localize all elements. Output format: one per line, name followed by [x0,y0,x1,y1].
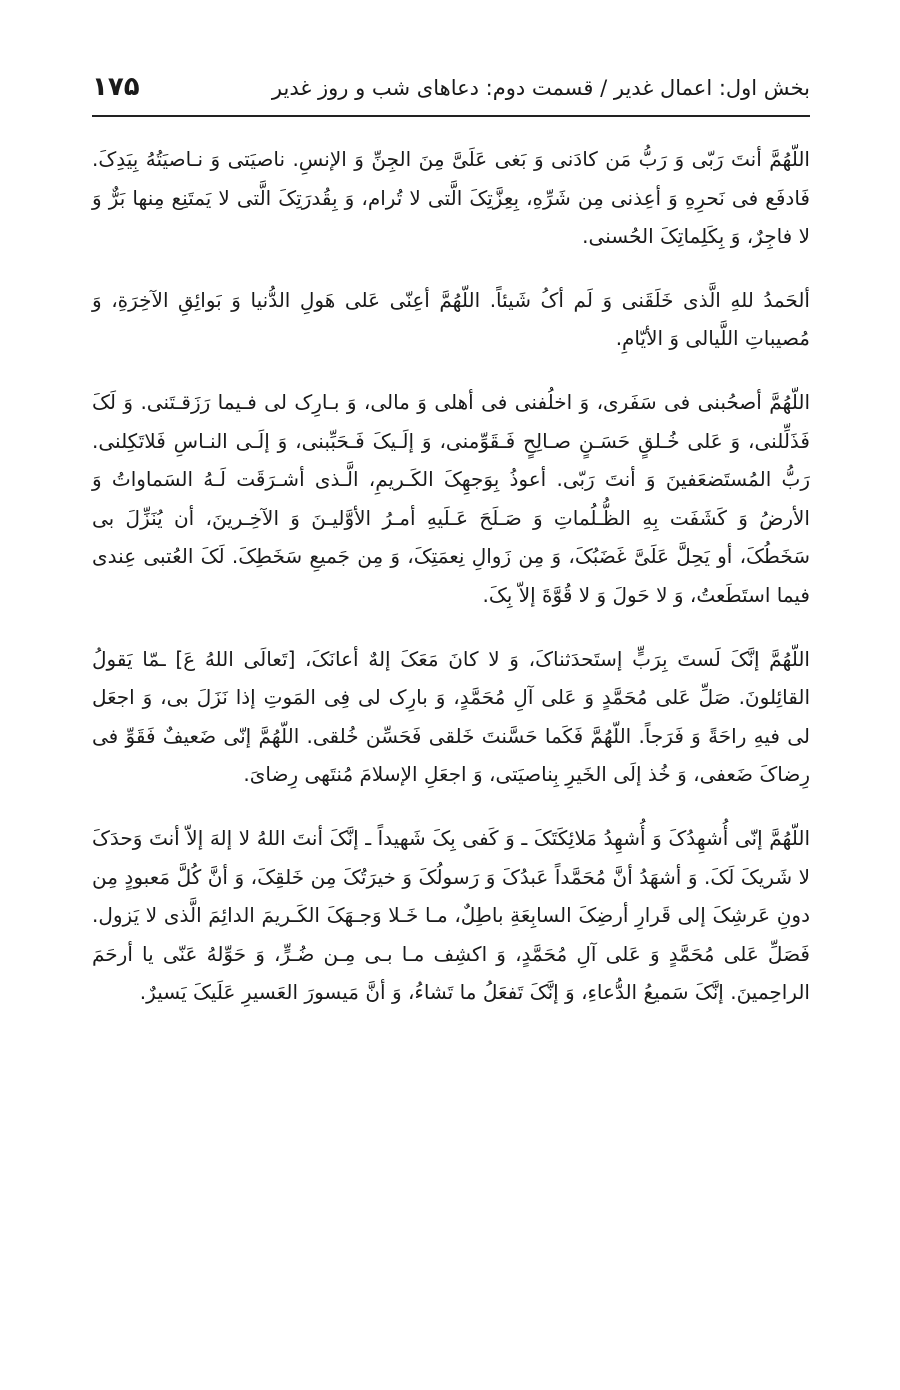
prayer-text [92,140,810,1037]
header-title: بخش اول: اعمال غدیر / قسمت دوم: دعاهای شب و روز غدیر [271,76,810,100]
page-number: ۱۷۵ [92,72,140,102]
paragraph: اللّهُمَّ أصحُبنی فی سَفَری، وَ اخلُفنی فی أهلی وَ مالی، وَ بـارِک لی فـیما رَزَقـتَنی. وَ لَکَ فَذَلِّلنی، وَ عَلی خُـلقٍ حَسَـنٍ صـالِحٍ فَـقَوِّمنی، وَ إلَـیکَ فَـحَبِّبنی، وَ إلَـی النـاسِ فَلاتَكِلنی. رَبُّ المُستَضعَفینَ وَ أنتَ رَبّی. أعوذُ بِوَجهِکَ الکَـریمِ، الَّـذی أشـرَقَت لَـهُ السَماواتُ وَ الأرضُ وَ كَشَفَت بِهِ الظُّـلُماتِ وَ صَـلَحَ عَـلَیهِ أمـرُ الأوَّلیـنَ وَ الآخِـرینَ، أن یُنَزِّلَ بی سَخَطُکَ، أو یَحِلَّ عَلَیَّ غَضَبُکَ، وَ مِن زَوالِ نِعمَتِکَ، وَ مِن جَمیعِ سَخَطِکَ. لَکَ العُتبی عِندی فیما استَطَعتُ، وَ لا حَولَ وَ لا قُوَّةَ إلاّ بِکَ. [92,389,810,607]
header-divider [92,115,810,117]
paragraph: ألحَمدُ للهِ الَّذی خَلَقَنی وَ لَم أکُ شَیئاً. اللّهُمَّ أعِنّی عَلی هَولِ الدُّنیا وَ بَوائِقِ الآخِرَةِ، وَ مُصیباتِ اللَّیالی وَ الأیّامِ. [92,287,810,351]
paragraph: اللّهُمَّ إنَّکَ لَستَ بِرَبٍّ إستَحدَثناکَ، وَ لا كانَ مَعَکَ إلهٌ أعانَکَ، [تَعالَی اللهُ عَ] ـمّا یَقولُ القائِلونَ. صَلِّ عَلی مُحَمَّدٍ وَ عَلی آلِ مُحَمَّدٍ، وَ بارِک لی فِی المَوتِ إذا نَزَلَ بی، وَ اجعَل لی فیهِ راحَةً وَ فَرَجاً. اللّهُمَّ فَكَما حَسَّنتَ خَلقی فَحَسِّن خُلقی. اللّهُمَّ إنّی ضَعیفٌ فَقَوِّ فی رِضاکَ ضَعفی، وَ خُذ إلَی الخَیرِ بِناصیَتی، وَ اجعَلِ الإسلامَ مُنتَهی رِضایَ. [92,646,810,787]
running-header [92,70,810,110]
paragraph: اللّهُمَّ إنّی أُشهِدُکَ وَ أُشهِدُ مَلائِکَتَکَ ـ وَ كَفی بِکَ شَهیداً ـ إنَّکَ أنتَ اللهُ لا إلهَ إلاّ أنتَ وَحدَکَ لا شَریکَ لَکَ. وَ أشهَدُ أنَّ مُحَمَّداً عَبدُکَ وَ رَسولُکَ وَ خیرَتُکَ مِن خَلقِکَ، وَ أنَّ كُلَّ مَعبودٍ مِن دونِ عَرشِکَ إلی قَرارِ أرضِکَ السابِعَةِ باطِلٌ، مـا خَـلا وَجـهَکَ الکَـریمَ الدائِمَ الَّذی لا یَزول. فَصَلِّ عَلی مُحَمَّدٍ وَ عَلی آلِ مُحَمَّدٍ، وَ اكشِف مـا بـی مِـن ضُـرٍّ، وَ حَوِّلهُ عَنّی یا أرحَمَ الراحِمینَ. إنَّکَ سَمیعُ الدُّعاءِ، وَ إنَّکَ تَفعَلُ ما تَشاءُ، وَ أنَّ مَیسورَ العَسیرِ عَلَیکَ یَسیرٌ. [92,825,810,1005]
paragraph: اللّهُمَّ أنتَ رَبّی وَ رَبُّ مَن كادَنی وَ بَغی عَلَیَّ مِنَ الجِنِّ وَ الإنسِ. ناصیَتی وَ نـاصیَتُهُ بِیَدِکَ. فَادفَع فی نَحرِهِ وَ أعِذنی مِن شَرِّهِ، بِعِزَّتِکَ الَّتی لا تُرام، وَ بِقُدرَتِکَ الَّتی لا یَمتَنِع مِنها بَرٌّ وَ لا فاجِرٌ، وَ بِكَلِماتِکَ الحُسنی. [92,147,810,249]
